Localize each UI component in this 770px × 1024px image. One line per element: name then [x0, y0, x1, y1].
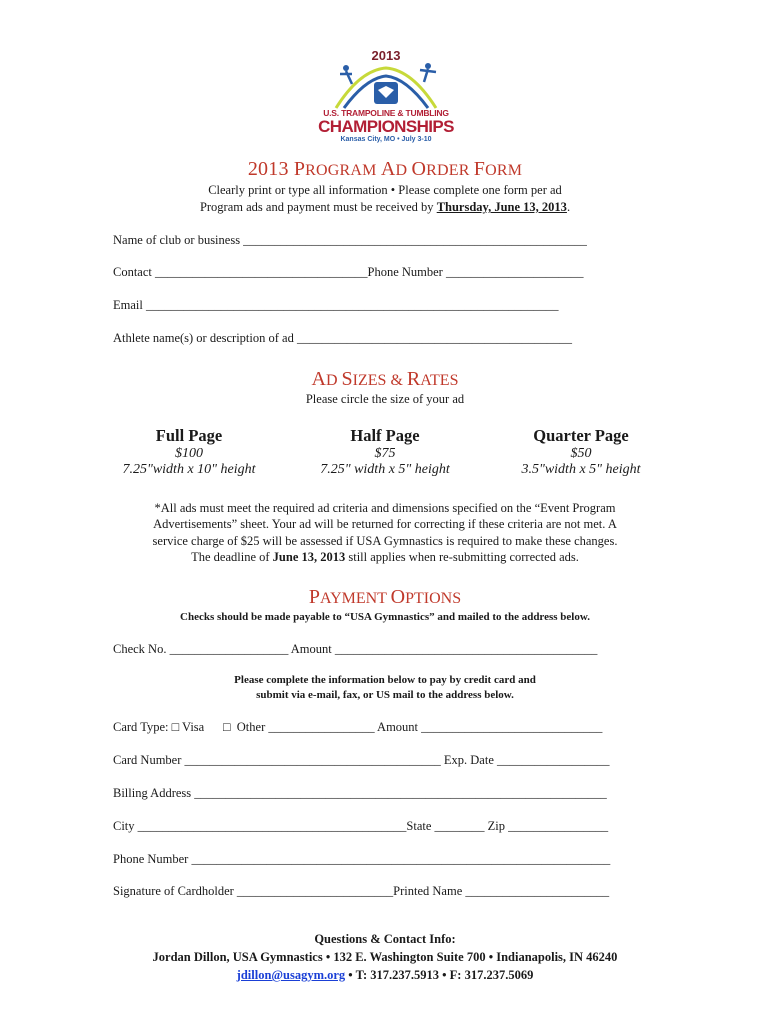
ad-option-dimensions: 7.25"width x 10" height [122, 462, 256, 477]
ad-option-name: Quarter Page [533, 426, 629, 445]
contact-phone-field[interactable]: Contact __________________________________Phone Number ______________________ [113, 265, 584, 279]
page-title: 2013 PROGRAM AD ORDER FORM [247, 158, 523, 180]
ad-option-quarter-page[interactable] [496, 426, 666, 478]
logo-main-text: CHAMPIONSHIPS [318, 117, 454, 136]
ad-size-instruction: Please circle the size of your ad [305, 392, 465, 406]
check-number-amount-field[interactable]: Check No. ___________________ Amount __________________________________________ [113, 642, 598, 656]
championships-logo [318, 48, 454, 148]
ad-option-dimensions: 3.5"width x 5" height [521, 462, 641, 477]
logo-year: 2013 [371, 48, 401, 63]
card-type-field[interactable]: Card Type: □ Visa □ Other _________________ Amount _____________________________ [113, 720, 603, 734]
city-state-zip-field[interactable]: City ___________________________________________State ________ Zip ________________ [113, 819, 609, 833]
ad-option-name: Full Page [155, 426, 223, 445]
credit-card-note-2: submit via e-mail, fax, or US mail to the address below. [256, 689, 514, 701]
email-field[interactable]: Email __________________________________________________________________ [113, 298, 559, 312]
ad-option-name: Half Page [350, 426, 420, 445]
ad-option-price: $100 [175, 446, 203, 461]
deadline-date: Thursday, June 13, 2013 [436, 200, 567, 214]
billing-address-field[interactable]: Billing Address __________________________________________________________________ [113, 786, 607, 800]
checks-payable-note: Checks should be made payable to “USA Gymnastics” and mailed to the address below. [180, 611, 590, 623]
intro-line-1: Clearly print or type all information • Please complete one form per ad [208, 183, 562, 197]
payment-options-heading: PAYMENT OPTIONS [308, 586, 462, 608]
ad-sizes-heading: AD SIZES & RATES [311, 368, 459, 390]
phone-number-field[interactable]: Phone Number ___________________________________________________________________ [113, 852, 611, 866]
ad-option-price: $50 [570, 446, 592, 461]
credit-card-note-1: Please complete the information below to pay by credit card and [234, 674, 536, 686]
contact-email-link[interactable]: jdillon@usagym.org [236, 968, 346, 982]
intro-line-2: Program ads and payment must be received by Thursday, June 13, 2013. [199, 200, 571, 214]
club-name-field[interactable]: Name of club or business _______________________________________________________ [113, 233, 587, 247]
ad-criteria-note: *All ads must meet the required ad criteria and dimensions specified on the “Event Program Advertisements” sheet. Your ad will be returned for correcting if these criteria are not met. A service charge of $25 will be assessed if USA Gymnastics is required to make these changes. The deadline of June 13, 2013 still applies when re-submitting corrected ads. [152, 501, 618, 564]
signature-field[interactable]: Signature of Cardholder _________________________Printed Name _______________________ [113, 884, 610, 898]
ad-option-dimensions: 7.25" width x 5" height [320, 462, 450, 477]
logo-place: Kansas City, MO • July 3-10 [340, 136, 432, 143]
ad-option-full-page[interactable] [100, 426, 278, 478]
card-number-field[interactable]: Card Number _________________________________________ Exp. Date __________________ [113, 753, 610, 767]
contact-email-phones: jdillon@usagym.org • T: 317.237.5913 • F: 317.237.5069 [236, 968, 534, 982]
ad-option-price: $75 [374, 446, 396, 461]
athlete-description-field[interactable]: Athlete name(s) or description of ad ____________________________________________ [113, 331, 572, 345]
trampoline-logo-graphic [330, 60, 442, 110]
contact-heading: Questions & Contact Info: [314, 932, 456, 946]
logo-subtitle: U.S. TRAMPOLINE & TUMBLING [323, 108, 449, 118]
ad-option-half-page[interactable] [296, 426, 474, 478]
contact-address: Jordan Dillon, USA Gymnastics • 132 E. Washington Suite 700 • Indianapolis, IN 46240 [152, 950, 618, 964]
